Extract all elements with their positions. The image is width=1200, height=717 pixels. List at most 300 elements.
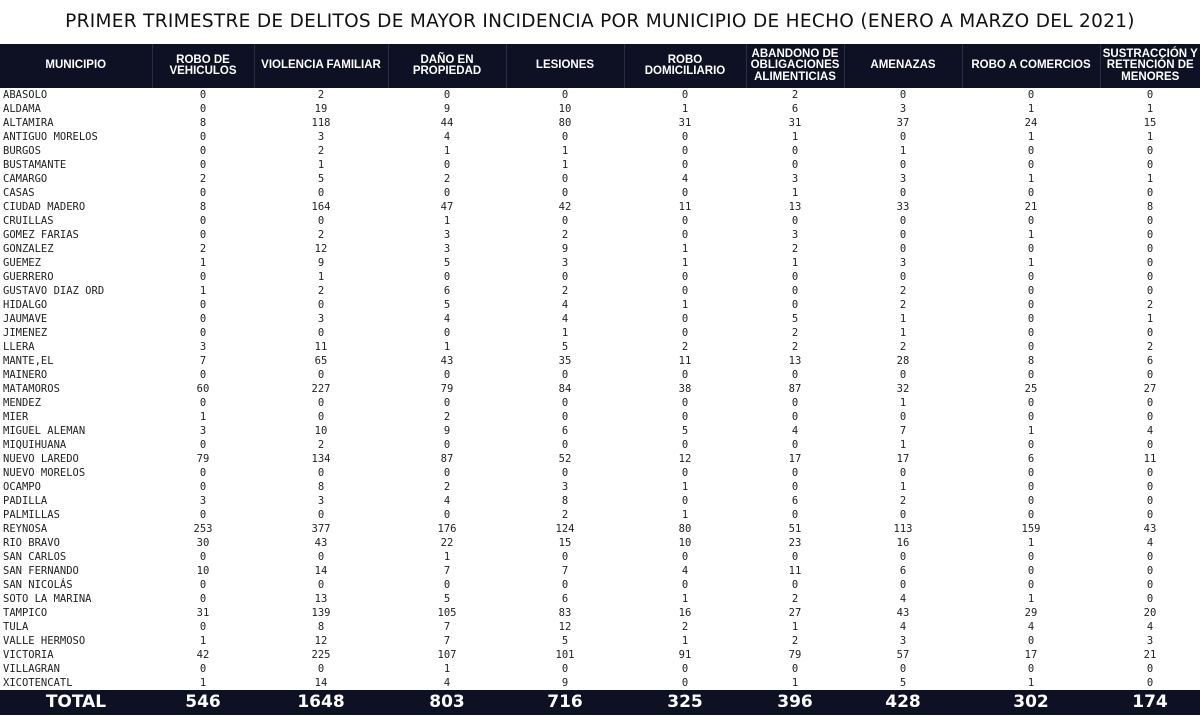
value-cell: 2 xyxy=(1146,341,1154,353)
value-cell: 0 xyxy=(681,439,689,451)
value-cell: 23 xyxy=(788,537,802,549)
value-cell: 0 xyxy=(317,579,325,591)
value-cell: 0 xyxy=(899,187,907,199)
table-row xyxy=(0,634,1200,648)
value-cell: 0 xyxy=(1027,243,1035,255)
municipio-cell: NUEVO LAREDO xyxy=(3,453,79,465)
value-cell: 1 xyxy=(899,397,907,409)
value-cell: 10 xyxy=(196,565,210,577)
value-cell: 0 xyxy=(199,439,207,451)
column-header: ROBO DOMICILIARIO xyxy=(624,44,746,88)
value-cell: 0 xyxy=(561,397,569,409)
value-cell: 0 xyxy=(199,131,207,143)
value-cell: 0 xyxy=(791,285,799,297)
value-cell: 0 xyxy=(443,439,451,451)
value-cell: 2 xyxy=(1146,299,1154,311)
value-cell: 0 xyxy=(899,579,907,591)
value-cell: 139 xyxy=(311,607,331,619)
value-cell: 1 xyxy=(681,243,689,255)
value-cell: 1 xyxy=(443,551,451,563)
value-cell: 1 xyxy=(681,593,689,605)
value-cell: 0 xyxy=(1027,495,1035,507)
table-row xyxy=(0,578,1200,592)
value-cell: 52 xyxy=(558,453,572,465)
value-cell: 2 xyxy=(561,229,569,241)
table-row xyxy=(0,144,1200,158)
value-cell: 0 xyxy=(1146,215,1154,227)
municipio-cell: XICOTENCATL xyxy=(3,677,73,689)
value-cell: 0 xyxy=(1146,481,1154,493)
value-cell: 0 xyxy=(1027,271,1035,283)
value-cell: 31 xyxy=(196,607,210,619)
value-cell: 0 xyxy=(1146,257,1154,269)
value-cell: 4 xyxy=(443,677,451,689)
value-cell: 1 xyxy=(1027,131,1035,143)
value-cell: 0 xyxy=(561,131,569,143)
table-row xyxy=(0,508,1200,522)
value-cell: 2 xyxy=(317,145,325,157)
table-row xyxy=(0,340,1200,354)
value-cell: 7 xyxy=(199,355,207,367)
value-cell: 0 xyxy=(1027,579,1035,591)
value-cell: 0 xyxy=(1146,677,1154,689)
value-cell: 4 xyxy=(1146,621,1154,633)
value-cell: 0 xyxy=(317,187,325,199)
total-cell: 546 xyxy=(152,690,254,715)
value-cell: 0 xyxy=(1027,299,1035,311)
value-cell: 0 xyxy=(1027,187,1035,199)
value-cell: 113 xyxy=(893,523,913,535)
value-cell: 44 xyxy=(440,117,454,129)
value-cell: 0 xyxy=(443,327,451,339)
value-cell: 1 xyxy=(199,411,207,423)
value-cell: 5 xyxy=(317,173,325,185)
municipio-cell: MIGUEL ALEMAN xyxy=(3,425,86,437)
table-header xyxy=(0,44,1200,88)
value-cell: 0 xyxy=(199,299,207,311)
value-cell: 1 xyxy=(317,159,325,171)
value-cell: 3 xyxy=(317,313,325,325)
value-cell: 0 xyxy=(199,313,207,325)
value-cell: 0 xyxy=(1146,551,1154,563)
value-cell: 0 xyxy=(443,187,451,199)
value-cell: 0 xyxy=(681,663,689,675)
value-cell: 0 xyxy=(681,579,689,591)
value-cell: 3 xyxy=(561,481,569,493)
value-cell: 2 xyxy=(791,593,799,605)
column-header: ROBO A COMERCIOS xyxy=(962,44,1100,88)
value-cell: 0 xyxy=(899,369,907,381)
value-cell: 47 xyxy=(440,201,454,213)
table-row xyxy=(0,284,1200,298)
value-cell: 0 xyxy=(443,369,451,381)
value-cell: 17 xyxy=(788,453,802,465)
municipio-cell: TULA xyxy=(3,621,29,633)
value-cell: 1 xyxy=(199,257,207,269)
value-cell: 1 xyxy=(681,509,689,521)
value-cell: 0 xyxy=(1146,495,1154,507)
value-cell: 1 xyxy=(681,635,689,647)
value-cell: 1 xyxy=(681,257,689,269)
value-cell: 35 xyxy=(558,355,572,367)
value-cell: 3 xyxy=(791,173,799,185)
value-cell: 0 xyxy=(317,397,325,409)
value-cell: 7 xyxy=(899,425,907,437)
value-cell: 164 xyxy=(311,201,331,213)
value-cell: 3 xyxy=(317,495,325,507)
column-header: ROBO DE VEHICULOS xyxy=(152,44,254,88)
value-cell: 3 xyxy=(199,425,207,437)
value-cell: 0 xyxy=(561,187,569,199)
value-cell: 8 xyxy=(561,495,569,507)
value-cell: 5 xyxy=(443,593,451,605)
value-cell: 1 xyxy=(1146,103,1154,115)
municipio-cell: MIQUIHUANA xyxy=(3,439,67,451)
value-cell: 3 xyxy=(443,243,451,255)
value-cell: 0 xyxy=(199,621,207,633)
table-row xyxy=(0,326,1200,340)
value-cell: 0 xyxy=(1146,159,1154,171)
value-cell: 3 xyxy=(561,257,569,269)
value-cell: 0 xyxy=(317,509,325,521)
value-cell: 87 xyxy=(788,383,802,395)
municipio-cell: ABASOLO xyxy=(3,89,48,101)
municipio-cell: ANTIGUO MORELOS xyxy=(3,131,98,143)
value-cell: 2 xyxy=(317,229,325,241)
value-cell: 0 xyxy=(317,215,325,227)
value-cell: 0 xyxy=(681,271,689,283)
value-cell: 1 xyxy=(443,145,451,157)
value-cell: 2 xyxy=(199,243,207,255)
value-cell: 0 xyxy=(1027,215,1035,227)
table-row xyxy=(0,200,1200,214)
municipio-cell: JAUMAVE xyxy=(3,313,48,325)
total-cell: 428 xyxy=(844,690,962,715)
value-cell: 3 xyxy=(1146,635,1154,647)
value-cell: 0 xyxy=(1027,369,1035,381)
value-cell: 0 xyxy=(681,285,689,297)
value-cell: 51 xyxy=(788,523,802,535)
total-cell: 325 xyxy=(624,690,746,715)
value-cell: 6 xyxy=(899,565,907,577)
municipio-cell: ALDAMA xyxy=(3,103,41,115)
value-cell: 2 xyxy=(317,439,325,451)
value-cell: 0 xyxy=(199,215,207,227)
value-cell: 5 xyxy=(561,341,569,353)
value-cell: 0 xyxy=(791,397,799,409)
value-cell: 1 xyxy=(443,341,451,353)
value-cell: 9 xyxy=(317,257,325,269)
table-row xyxy=(0,368,1200,382)
value-cell: 1 xyxy=(899,481,907,493)
value-cell: 91 xyxy=(678,649,692,661)
table-body xyxy=(0,88,1200,690)
value-cell: 0 xyxy=(561,551,569,563)
value-cell: 0 xyxy=(899,467,907,479)
value-cell: 0 xyxy=(899,663,907,675)
value-cell: 6 xyxy=(561,425,569,437)
municipio-cell: OCAMPO xyxy=(3,481,41,493)
value-cell: 0 xyxy=(1146,285,1154,297)
value-cell: 11 xyxy=(678,355,692,367)
value-cell: 0 xyxy=(791,551,799,563)
value-cell: 17 xyxy=(1024,649,1038,661)
value-cell: 0 xyxy=(1027,145,1035,157)
total-cell: 302 xyxy=(962,690,1100,715)
value-cell: 0 xyxy=(561,369,569,381)
municipio-cell: REYNOSA xyxy=(3,523,48,535)
municipio-cell: SAN CARLOS xyxy=(3,551,67,563)
value-cell: 11 xyxy=(1143,453,1157,465)
value-cell: 12 xyxy=(558,621,572,633)
value-cell: 83 xyxy=(558,607,572,619)
value-cell: 0 xyxy=(1027,313,1035,325)
value-cell: 0 xyxy=(1027,411,1035,423)
value-cell: 6 xyxy=(561,593,569,605)
value-cell: 1 xyxy=(1027,173,1035,185)
value-cell: 10 xyxy=(678,537,692,549)
table-row xyxy=(0,662,1200,676)
value-cell: 28 xyxy=(896,355,910,367)
value-cell: 4 xyxy=(899,621,907,633)
value-cell: 38 xyxy=(678,383,692,395)
value-cell: 4 xyxy=(443,131,451,143)
value-cell: 2 xyxy=(561,285,569,297)
value-cell: 2 xyxy=(899,299,907,311)
value-cell: 0 xyxy=(791,369,799,381)
value-cell: 3 xyxy=(899,173,907,185)
value-cell: 0 xyxy=(899,243,907,255)
value-cell: 0 xyxy=(1146,271,1154,283)
value-cell: 2 xyxy=(317,285,325,297)
report-title: PRIMER TRIMESTRE DE DELITOS DE MAYOR INCIDENCIA POR MUNICIPIO DE HECHO (ENERO A MARZO DEL 2021) xyxy=(65,11,1135,32)
value-cell: 4 xyxy=(561,313,569,325)
value-cell: 0 xyxy=(899,131,907,143)
municipio-cell: VALLE HERMOSO xyxy=(3,635,86,647)
value-cell: 2 xyxy=(443,173,451,185)
value-cell: 0 xyxy=(317,467,325,479)
value-cell: 3 xyxy=(791,229,799,241)
value-cell: 7 xyxy=(443,621,451,633)
value-cell: 0 xyxy=(561,89,569,101)
table-row xyxy=(0,494,1200,508)
value-cell: 9 xyxy=(561,677,569,689)
value-cell: 0 xyxy=(791,159,799,171)
value-cell: 8 xyxy=(317,481,325,493)
value-cell: 29 xyxy=(1024,607,1038,619)
table-row xyxy=(0,242,1200,256)
value-cell: 0 xyxy=(899,159,907,171)
value-cell: 1 xyxy=(899,439,907,451)
value-cell: 0 xyxy=(681,467,689,479)
value-cell: 0 xyxy=(681,313,689,325)
value-cell: 176 xyxy=(437,523,457,535)
municipio-cell: CAMARGO xyxy=(3,173,48,185)
value-cell: 0 xyxy=(1146,145,1154,157)
value-cell: 0 xyxy=(1146,243,1154,255)
table-row xyxy=(0,648,1200,662)
value-cell: 0 xyxy=(681,159,689,171)
value-cell: 0 xyxy=(443,467,451,479)
table-row xyxy=(0,116,1200,130)
value-cell: 0 xyxy=(199,89,207,101)
value-cell: 19 xyxy=(314,103,328,115)
value-cell: 0 xyxy=(199,481,207,493)
value-cell: 0 xyxy=(681,397,689,409)
value-cell: 1 xyxy=(681,481,689,493)
value-cell: 0 xyxy=(1027,341,1035,353)
value-cell: 0 xyxy=(1146,89,1154,101)
table-row xyxy=(0,550,1200,564)
column-header: LESIONES xyxy=(506,44,624,88)
municipio-cell: GUERRERO xyxy=(3,271,54,283)
value-cell: 87 xyxy=(440,453,454,465)
value-cell: 0 xyxy=(899,509,907,521)
value-cell: 0 xyxy=(681,677,689,689)
value-cell: 13 xyxy=(788,355,802,367)
column-header: ABANDONO DE OBLIGACIONES ALIMENTICIAS xyxy=(746,44,844,88)
value-cell: 0 xyxy=(899,89,907,101)
value-cell: 0 xyxy=(791,145,799,157)
value-cell: 9 xyxy=(561,243,569,255)
value-cell: 65 xyxy=(314,355,328,367)
value-cell: 3 xyxy=(899,103,907,115)
value-cell: 6 xyxy=(791,103,799,115)
value-cell: 43 xyxy=(1143,523,1157,535)
value-cell: 0 xyxy=(561,271,569,283)
table-row xyxy=(0,214,1200,228)
table-row xyxy=(0,228,1200,242)
value-cell: 0 xyxy=(1146,593,1154,605)
value-cell: 43 xyxy=(440,355,454,367)
municipio-cell: JIMENEZ xyxy=(3,327,48,339)
value-cell: 20 xyxy=(1143,607,1157,619)
value-cell: 4 xyxy=(1146,537,1154,549)
municipio-cell: GUSTAVO DIAZ ORD xyxy=(3,285,105,297)
value-cell: 0 xyxy=(199,103,207,115)
column-header: DAÑO EN PROPIEDAD xyxy=(388,44,506,88)
value-cell: 1 xyxy=(791,621,799,633)
value-cell: 2 xyxy=(681,621,689,633)
value-cell: 0 xyxy=(199,593,207,605)
value-cell: 31 xyxy=(678,117,692,129)
value-cell: 1 xyxy=(1146,131,1154,143)
table-row xyxy=(0,466,1200,480)
total-cell: 1648 xyxy=(254,690,388,715)
value-cell: 0 xyxy=(317,369,325,381)
value-cell: 33 xyxy=(896,201,910,213)
value-cell: 3 xyxy=(317,131,325,143)
value-cell: 0 xyxy=(1027,285,1035,297)
value-cell: 0 xyxy=(199,551,207,563)
municipio-cell: CRUILLAS xyxy=(3,215,54,227)
value-cell: 1 xyxy=(899,145,907,157)
municipio-cell: BURGOS xyxy=(3,145,41,157)
value-cell: 0 xyxy=(561,215,569,227)
value-cell: 0 xyxy=(199,579,207,591)
value-cell: 0 xyxy=(317,663,325,675)
value-cell: 1 xyxy=(791,131,799,143)
value-cell: 3 xyxy=(899,635,907,647)
value-cell: 79 xyxy=(196,453,210,465)
value-cell: 1 xyxy=(1027,229,1035,241)
value-cell: 0 xyxy=(791,299,799,311)
table-row xyxy=(0,676,1200,690)
municipio-cell: ALTAMIRA xyxy=(3,117,54,129)
value-cell: 0 xyxy=(1146,509,1154,521)
value-cell: 124 xyxy=(555,523,575,535)
value-cell: 10 xyxy=(314,425,328,437)
value-cell: 0 xyxy=(791,271,799,283)
municipio-cell: PADILLA xyxy=(3,495,48,507)
value-cell: 0 xyxy=(1146,467,1154,479)
value-cell: 0 xyxy=(1027,663,1035,675)
municipio-cell: CIUDAD MADERO xyxy=(3,201,86,213)
value-cell: 0 xyxy=(199,509,207,521)
value-cell: 79 xyxy=(440,383,454,395)
value-cell: 0 xyxy=(681,327,689,339)
value-cell: 27 xyxy=(1143,383,1157,395)
value-cell: 7 xyxy=(561,565,569,577)
value-cell: 12 xyxy=(678,453,692,465)
table-row xyxy=(0,606,1200,620)
value-cell: 1 xyxy=(1027,257,1035,269)
value-cell: 2 xyxy=(791,89,799,101)
value-cell: 4 xyxy=(443,495,451,507)
value-cell: 1 xyxy=(561,159,569,171)
value-cell: 0 xyxy=(681,215,689,227)
value-cell: 16 xyxy=(678,607,692,619)
table-row xyxy=(0,480,1200,494)
municipio-cell: RIO BRAVO xyxy=(3,537,60,549)
value-cell: 1 xyxy=(1027,593,1035,605)
value-cell: 60 xyxy=(196,383,210,395)
value-cell: 8 xyxy=(1027,355,1035,367)
value-cell: 8 xyxy=(199,201,207,213)
value-cell: 1 xyxy=(1027,103,1035,115)
value-cell: 16 xyxy=(896,537,910,549)
value-cell: 1 xyxy=(199,677,207,689)
table-row xyxy=(0,424,1200,438)
value-cell: 1 xyxy=(317,271,325,283)
value-cell: 107 xyxy=(437,649,457,661)
column-header: SUSTRACCIÓN Y RETENCIÓN DE MENORES xyxy=(1100,44,1200,88)
table-row xyxy=(0,88,1200,102)
table-row xyxy=(0,102,1200,116)
value-cell: 2 xyxy=(681,341,689,353)
value-cell: 21 xyxy=(1143,649,1157,661)
value-cell: 6 xyxy=(1146,355,1154,367)
value-cell: 27 xyxy=(788,607,802,619)
table-row xyxy=(0,158,1200,172)
municipio-cell: SOTO LA MARINA xyxy=(3,593,92,605)
value-cell: 4 xyxy=(791,425,799,437)
value-cell: 225 xyxy=(311,649,331,661)
municipio-cell: TAMPICO xyxy=(3,607,48,619)
value-cell: 227 xyxy=(311,383,331,395)
value-cell: 0 xyxy=(443,397,451,409)
value-cell: 9 xyxy=(443,425,451,437)
value-cell: 31 xyxy=(788,117,802,129)
value-cell: 1 xyxy=(443,663,451,675)
value-cell: 0 xyxy=(1027,565,1035,577)
value-cell: 0 xyxy=(199,467,207,479)
value-cell: 10 xyxy=(558,103,572,115)
column-header: VIOLENCIA FAMILIAR xyxy=(254,44,388,88)
table-row xyxy=(0,564,1200,578)
value-cell: 0 xyxy=(681,89,689,101)
value-cell: 0 xyxy=(681,145,689,157)
